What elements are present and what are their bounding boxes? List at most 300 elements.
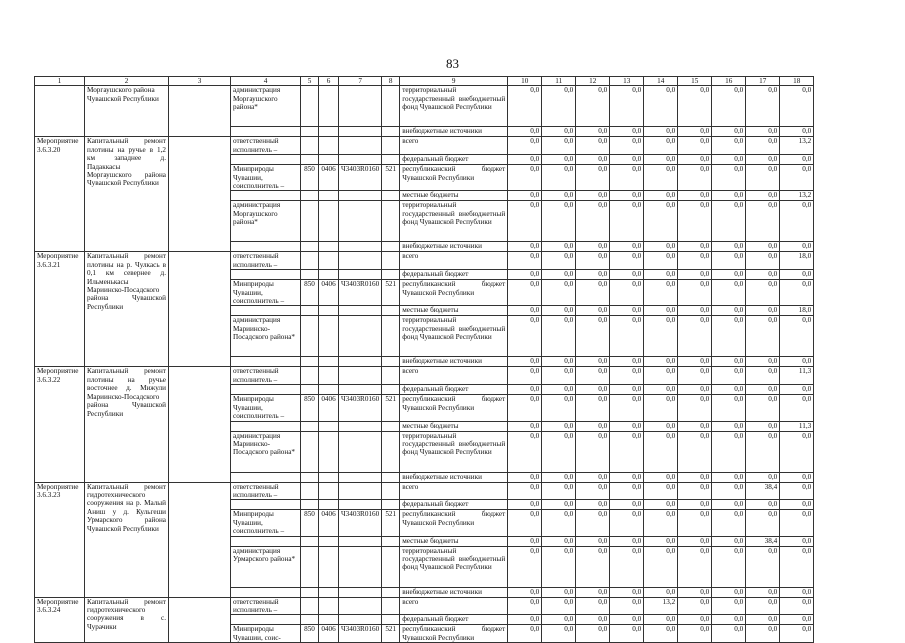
code-cell (301, 270, 319, 280)
value-cell: 0,0 (678, 472, 712, 482)
funding-source-cell: всего (400, 597, 508, 615)
value-cell: 0,0 (746, 587, 780, 597)
code-cell (319, 306, 339, 316)
value-cell: 0,0 (542, 270, 576, 280)
value-cell: 0,0 (610, 510, 644, 536)
value-cell: 0,0 (712, 86, 746, 127)
value-cell: 0,0 (508, 510, 542, 536)
value-cell: 0,0 (712, 137, 746, 155)
value-cell: 0,0 (508, 500, 542, 510)
value-cell: 0,0 (644, 500, 678, 510)
value-cell: 0,0 (610, 546, 644, 587)
code-cell (319, 615, 339, 625)
measure-code-cell: Мероприятие 3.6.3.22 (35, 367, 85, 482)
code-cell (301, 597, 319, 615)
code-cell (339, 270, 382, 280)
value-cell: 0,0 (644, 510, 678, 536)
code-cell (382, 385, 400, 395)
code-cell (382, 270, 400, 280)
col-header: 8 (382, 77, 400, 86)
code-cell (339, 587, 382, 597)
value-cell: 0,0 (780, 587, 814, 597)
value-cell: 0,0 (508, 242, 542, 252)
value-cell: 0,0 (746, 252, 780, 270)
value-cell: 0,0 (678, 431, 712, 472)
funding-source-cell: внебюджетные источники (400, 127, 508, 137)
value-cell: 0,0 (644, 201, 678, 242)
measure-code-cell: Мероприятие 3.6.3.23 (35, 482, 85, 597)
value-cell: 0,0 (712, 316, 746, 357)
code-cell (301, 431, 319, 472)
code-cell (339, 155, 382, 165)
value-cell: 0,0 (542, 431, 576, 472)
code-cell (319, 500, 339, 510)
value-cell: 0,0 (508, 472, 542, 482)
value-cell: 0,0 (780, 280, 814, 306)
code-cell (301, 252, 319, 270)
table-row (35, 367, 814, 385)
code-cell (319, 127, 339, 137)
col-header: 1 (35, 77, 85, 86)
value-cell: 0,0 (712, 500, 746, 510)
col-header: 10 (508, 77, 542, 86)
executor-cell: ответственный исполнитель – (231, 597, 301, 615)
value-cell: 0,0 (610, 385, 644, 395)
executor-cell: администрация Моргаушского района* (231, 201, 301, 242)
vr-cell: 521 (382, 625, 400, 643)
code-cell (301, 546, 319, 587)
funding-source-cell: всего (400, 367, 508, 385)
value-cell: 0,0 (508, 625, 542, 643)
code-cell (339, 252, 382, 270)
value-cell: 38,4 (746, 482, 780, 500)
executor-cell (231, 242, 301, 252)
value-cell: 0,0 (678, 597, 712, 615)
code-cell (301, 587, 319, 597)
goal-cell (169, 252, 231, 367)
value-cell: 0,0 (644, 137, 678, 155)
executor-cell (231, 500, 301, 510)
value-cell: 0,0 (712, 270, 746, 280)
rzpr-cell: 0406 (319, 625, 339, 643)
value-cell: 13,2 (780, 191, 814, 201)
code-cell (301, 357, 319, 367)
code-cell (382, 357, 400, 367)
value-cell: 0,0 (746, 280, 780, 306)
code-cell (319, 242, 339, 252)
funding-source-cell: территориальный государственный внебюджетный фонд Чувашской Республики (400, 86, 508, 127)
goal-cell (169, 137, 231, 252)
code-cell (382, 137, 400, 155)
value-cell: 0,0 (644, 316, 678, 357)
executor-cell: администрация Мариинско-Посадского района* (231, 431, 301, 472)
code-cell (382, 252, 400, 270)
code-cell (319, 472, 339, 482)
value-cell: 0,0 (576, 597, 610, 615)
value-cell: 11,3 (780, 367, 814, 385)
value-cell: 38,4 (746, 536, 780, 546)
measure-code-cell: Мероприятие 3.6.3.24 (35, 597, 85, 643)
code-cell (301, 191, 319, 201)
code-cell (382, 306, 400, 316)
value-cell: 0,0 (508, 546, 542, 587)
code-cell (301, 86, 319, 127)
measure-name-cell: Капитальный ремонт гидротехнического сооружения в с. Чурачики (85, 597, 169, 643)
code-cell (301, 367, 319, 385)
value-cell: 0,0 (712, 127, 746, 137)
measure-code-cell: Мероприятие 3.6.3.20 (35, 137, 85, 252)
value-cell: 0,0 (542, 252, 576, 270)
code-cell (319, 482, 339, 500)
value-cell: 0,0 (542, 615, 576, 625)
code-cell (319, 137, 339, 155)
value-cell: 0,0 (542, 500, 576, 510)
value-cell: 0,0 (542, 597, 576, 615)
code-cell (339, 191, 382, 201)
value-cell: 0,0 (644, 395, 678, 421)
value-cell: 0,0 (610, 536, 644, 546)
value-cell: 0,0 (610, 615, 644, 625)
csr-cell: Ч3403R0160 (339, 625, 382, 643)
table-row (35, 482, 814, 500)
value-cell: 0,0 (576, 510, 610, 536)
code-cell (301, 482, 319, 500)
value-cell: 0,0 (746, 137, 780, 155)
value-cell: 0,0 (542, 546, 576, 587)
value-cell: 0,0 (542, 137, 576, 155)
grbs-cell: 850 (301, 395, 319, 421)
value-cell: 0,0 (678, 367, 712, 385)
value-cell: 0,0 (610, 357, 644, 367)
col-header: 3 (169, 77, 231, 86)
value-cell: 0,0 (610, 306, 644, 316)
value-cell: 0,0 (610, 625, 644, 643)
col-header: 13 (610, 77, 644, 86)
funding-source-cell: местные бюджеты (400, 536, 508, 546)
value-cell: 0,0 (542, 191, 576, 201)
col-header: 5 (301, 77, 319, 86)
funding-source-cell: местные бюджеты (400, 306, 508, 316)
measure-name-cell: Капитальный ремонт гидротехнического сооружения на р. Малый Аниш у д. Кульгеши Урмарского района Чувашской Республики (85, 482, 169, 597)
value-cell: 18,0 (780, 252, 814, 270)
code-cell (319, 316, 339, 357)
value-cell: 0,0 (542, 357, 576, 367)
value-cell: 0,0 (712, 306, 746, 316)
executor-cell (231, 615, 301, 625)
value-cell: 0,0 (542, 155, 576, 165)
value-cell: 0,0 (542, 536, 576, 546)
value-cell: 0,0 (780, 482, 814, 500)
value-cell: 0,0 (508, 587, 542, 597)
value-cell: 0,0 (712, 385, 746, 395)
value-cell: 0,0 (508, 137, 542, 155)
code-cell (382, 615, 400, 625)
value-cell: 0,0 (576, 357, 610, 367)
funding-source-cell: территориальный государственный внебюджетный фонд Чувашской Республики (400, 546, 508, 587)
value-cell: 0,0 (746, 306, 780, 316)
rzpr-cell: 0406 (319, 510, 339, 536)
col-header: 9 (400, 77, 508, 86)
value-cell: 0,0 (746, 316, 780, 357)
code-cell (319, 201, 339, 242)
value-cell: 0,0 (610, 127, 644, 137)
code-cell (339, 421, 382, 431)
value-cell: 0,0 (644, 155, 678, 165)
value-cell: 0,0 (746, 615, 780, 625)
value-cell: 0,0 (542, 587, 576, 597)
value-cell: 0,0 (576, 280, 610, 306)
value-cell: 0,0 (576, 242, 610, 252)
value-cell: 0,0 (508, 421, 542, 431)
value-cell: 0,0 (678, 306, 712, 316)
value-cell: 0,0 (508, 536, 542, 546)
grbs-cell: 850 (301, 510, 319, 536)
funding-source-cell: федеральный бюджет (400, 615, 508, 625)
executor-cell: Минприроды Чувашии, соисполнитель – (231, 165, 301, 191)
value-cell: 0,0 (678, 127, 712, 137)
value-cell: 0,0 (678, 357, 712, 367)
value-cell: 0,0 (576, 587, 610, 597)
funding-source-cell: территориальный государственный внебюджетный фонд Чувашской Республики (400, 201, 508, 242)
code-cell (301, 137, 319, 155)
code-cell (301, 155, 319, 165)
value-cell: 0,0 (542, 385, 576, 395)
rzpr-cell: 0406 (319, 280, 339, 306)
value-cell: 0,0 (508, 127, 542, 137)
col-header: 6 (319, 77, 339, 86)
value-cell: 0,0 (712, 597, 746, 615)
value-cell: 0,0 (746, 242, 780, 252)
value-cell: 0,0 (576, 155, 610, 165)
value-cell: 0,0 (712, 587, 746, 597)
code-cell (382, 587, 400, 597)
funding-source-cell: республиканский бюджет Чувашской Республики (400, 165, 508, 191)
executor-cell (231, 357, 301, 367)
value-cell: 0,0 (780, 316, 814, 357)
code-cell (319, 546, 339, 587)
funding-source-cell: местные бюджеты (400, 421, 508, 431)
code-cell (339, 357, 382, 367)
code-cell (339, 615, 382, 625)
value-cell: 0,0 (576, 395, 610, 421)
value-cell: 0,0 (712, 155, 746, 165)
grbs-cell: 850 (301, 625, 319, 643)
code-cell (382, 472, 400, 482)
value-cell: 0,0 (644, 357, 678, 367)
executor-cell: Минприроды Чувашии, соисполнитель – (231, 280, 301, 306)
col-header: 14 (644, 77, 678, 86)
value-cell: 0,0 (678, 536, 712, 546)
value-cell: 0,0 (610, 482, 644, 500)
value-cell: 0,0 (746, 270, 780, 280)
value-cell: 0,0 (746, 86, 780, 127)
grbs-cell: 850 (301, 165, 319, 191)
code-cell (301, 316, 319, 357)
value-cell: 0,0 (678, 242, 712, 252)
value-cell: 0,0 (610, 252, 644, 270)
value-cell: 0,0 (780, 270, 814, 280)
value-cell: 0,0 (644, 242, 678, 252)
value-cell: 0,0 (780, 510, 814, 536)
funding-source-cell: внебюджетные источники (400, 472, 508, 482)
value-cell: 0,0 (610, 367, 644, 385)
value-cell: 0,0 (576, 270, 610, 280)
col-header: 4 (231, 77, 301, 86)
code-cell (382, 367, 400, 385)
value-cell: 0,0 (780, 201, 814, 242)
value-cell: 0,0 (644, 252, 678, 270)
value-cell: 0,0 (610, 191, 644, 201)
value-cell: 0,0 (712, 242, 746, 252)
value-cell: 0,0 (508, 597, 542, 615)
value-cell: 0,0 (576, 201, 610, 242)
measure-code-cell (35, 86, 85, 137)
value-cell: 0,0 (712, 395, 746, 421)
grbs-cell: 850 (301, 280, 319, 306)
value-cell: 0,0 (610, 587, 644, 597)
value-cell: 0,0 (712, 482, 746, 500)
code-cell (382, 421, 400, 431)
value-cell: 18,0 (780, 306, 814, 316)
value-cell: 0,0 (542, 510, 576, 536)
value-cell: 13,2 (780, 137, 814, 155)
value-cell: 0,0 (576, 472, 610, 482)
value-cell: 0,0 (508, 155, 542, 165)
goal-cell (169, 86, 231, 137)
code-cell (339, 597, 382, 615)
value-cell: 0,0 (780, 597, 814, 615)
value-cell: 0,0 (576, 431, 610, 472)
code-cell (339, 316, 382, 357)
value-cell: 0,0 (644, 165, 678, 191)
code-cell (382, 482, 400, 500)
code-cell (339, 127, 382, 137)
code-cell (339, 536, 382, 546)
value-cell: 0,0 (508, 306, 542, 316)
value-cell: 0,0 (542, 316, 576, 357)
value-cell: 0,0 (644, 615, 678, 625)
value-cell: 0,0 (610, 316, 644, 357)
value-cell: 0,0 (576, 421, 610, 431)
col-header: 11 (542, 77, 576, 86)
code-cell (382, 155, 400, 165)
value-cell: 0,0 (644, 546, 678, 587)
value-cell: 0,0 (780, 431, 814, 472)
value-cell: 0,0 (610, 472, 644, 482)
code-cell (382, 191, 400, 201)
value-cell: 0,0 (508, 201, 542, 242)
value-cell: 0,0 (780, 86, 814, 127)
value-cell: 0,0 (746, 191, 780, 201)
value-cell: 0,0 (678, 316, 712, 357)
value-cell: 0,0 (746, 357, 780, 367)
value-cell: 0,0 (712, 536, 746, 546)
code-cell (339, 482, 382, 500)
value-cell: 0,0 (712, 431, 746, 472)
value-cell: 0,0 (610, 86, 644, 127)
value-cell: 0,0 (780, 546, 814, 587)
value-cell: 0,0 (644, 385, 678, 395)
rzpr-cell: 0406 (319, 395, 339, 421)
value-cell: 0,0 (542, 127, 576, 137)
value-cell: 0,0 (610, 270, 644, 280)
value-cell: 0,0 (678, 201, 712, 242)
value-cell: 0,0 (746, 546, 780, 587)
value-cell: 0,0 (678, 270, 712, 280)
value-cell: 0,0 (610, 280, 644, 306)
funding-source-cell: федеральный бюджет (400, 270, 508, 280)
value-cell: 0,0 (542, 242, 576, 252)
value-cell: 0,0 (508, 270, 542, 280)
code-cell (319, 597, 339, 615)
code-cell (301, 306, 319, 316)
funding-source-cell: федеральный бюджет (400, 500, 508, 510)
measure-code-cell: Мероприятие 3.6.3.21 (35, 252, 85, 367)
code-cell (301, 127, 319, 137)
code-cell (339, 242, 382, 252)
value-cell: 0,0 (746, 165, 780, 191)
value-cell: 0,0 (508, 280, 542, 306)
value-cell: 0,0 (610, 597, 644, 615)
code-cell (339, 500, 382, 510)
measure-name-cell: Капитальный ремонт плотины на ручье в 1,2 км западнее д. Падаккасы Моргаушского района Чувашской Республики (85, 137, 169, 252)
value-cell: 0,0 (508, 316, 542, 357)
value-cell: 0,0 (712, 252, 746, 270)
code-cell (301, 472, 319, 482)
value-cell: 0,0 (678, 165, 712, 191)
value-cell: 0,0 (678, 625, 712, 643)
value-cell: 0,0 (746, 127, 780, 137)
value-cell: 0,0 (508, 191, 542, 201)
executor-cell (231, 421, 301, 431)
value-cell: 0,0 (542, 482, 576, 500)
funding-source-cell: внебюджетные источники (400, 357, 508, 367)
value-cell: 0,0 (508, 357, 542, 367)
funding-source-cell: федеральный бюджет (400, 385, 508, 395)
executor-cell: Минприроды Чувашии, соисполнитель – (231, 395, 301, 421)
table-row (35, 137, 814, 155)
code-cell (319, 587, 339, 597)
value-cell: 0,0 (576, 625, 610, 643)
value-cell: 0,0 (644, 625, 678, 643)
measure-name-cell: Капитальный ремонт плотины на ручье восточнее д. Мижули Мариинско-Посадского района Чувашской Республики (85, 367, 169, 482)
value-cell: 0,0 (576, 500, 610, 510)
value-cell: 0,0 (780, 242, 814, 252)
value-cell: 0,0 (576, 137, 610, 155)
value-cell: 0,0 (780, 165, 814, 191)
col-header: 12 (576, 77, 610, 86)
code-cell (301, 421, 319, 431)
value-cell: 0,0 (644, 536, 678, 546)
value-cell: 0,0 (746, 625, 780, 643)
value-cell: 0,0 (746, 500, 780, 510)
col-header: 18 (780, 77, 814, 86)
csr-cell: Ч3403R0160 (339, 395, 382, 421)
table-row (35, 597, 814, 615)
value-cell: 0,0 (542, 165, 576, 191)
value-cell: 0,0 (678, 615, 712, 625)
measure-name-cell: Капитальный ремонт плотины на р. Чулкась в 0,1 км севернее д. Ильменькасы Мариинско-Посадского района Чувашской Республики (85, 252, 169, 367)
value-cell: 0,0 (678, 546, 712, 587)
executor-cell: Минприроды Чувашии, соис- (231, 625, 301, 643)
goal-cell (169, 367, 231, 482)
value-cell: 0,0 (610, 137, 644, 155)
value-cell: 0,0 (576, 316, 610, 357)
value-cell: 0,0 (644, 127, 678, 137)
value-cell: 0,0 (610, 431, 644, 472)
csr-cell: Ч3403R0160 (339, 165, 382, 191)
vr-cell: 521 (382, 280, 400, 306)
